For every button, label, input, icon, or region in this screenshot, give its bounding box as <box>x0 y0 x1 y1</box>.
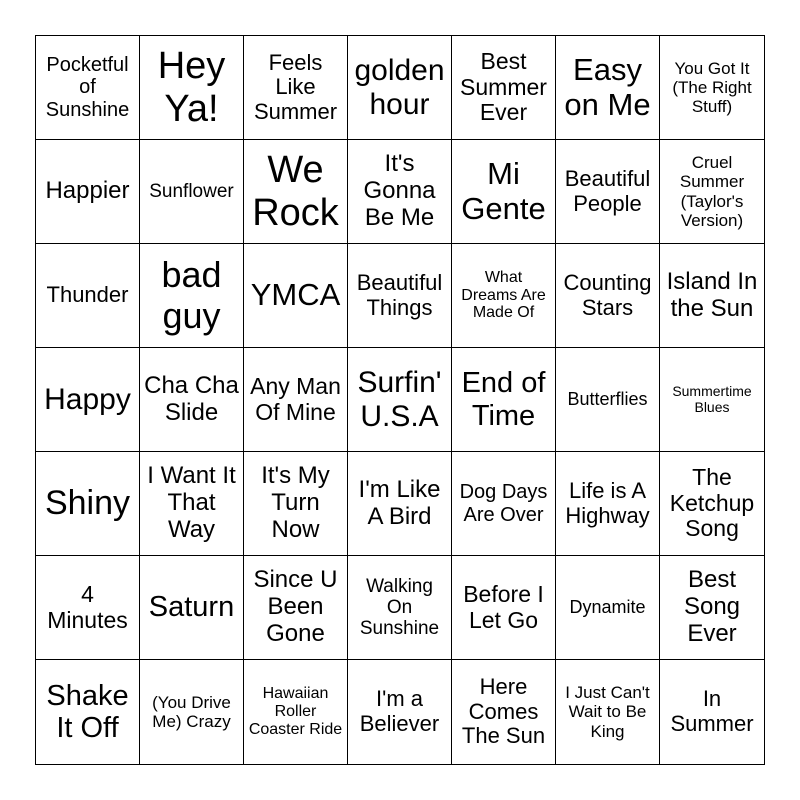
bingo-cell[interactable] <box>244 244 348 348</box>
bingo-cell-label: It's My Turn Now <box>261 462 330 543</box>
bingo-cell-label: Surfin' U.S.A <box>357 365 442 433</box>
bingo-cell-label: Here Comes The Sun <box>461 674 546 749</box>
bingo-cell-label: Any Man Of Mine <box>250 372 341 425</box>
bingo-cell-label: Best Song Ever <box>683 566 741 647</box>
bingo-cell-label: 4 Minutes <box>47 580 128 633</box>
bingo-cell-label: Before I Let Go <box>463 580 544 633</box>
bingo-cell[interactable] <box>556 660 660 764</box>
bingo-cell[interactable] <box>452 244 556 348</box>
bingo-cell-label: I Want It That Way <box>147 462 236 543</box>
bingo-cell-label: Butterflies <box>567 389 648 410</box>
bingo-cell[interactable] <box>140 452 244 556</box>
bingo-cell[interactable] <box>660 348 764 452</box>
bingo-cell-label: Easy on Me <box>564 51 651 122</box>
bingo-cell[interactable] <box>36 36 140 140</box>
bingo-cell[interactable] <box>140 244 244 348</box>
bingo-cell[interactable] <box>140 36 244 140</box>
bingo-cell[interactable] <box>452 140 556 244</box>
bingo-cell[interactable] <box>244 140 348 244</box>
bingo-cell-label: Life is A Highway <box>565 477 650 528</box>
bingo-cell-label: It's Gonna Be Me <box>363 150 436 231</box>
bingo-cell-label: Since U Been Gone <box>253 566 338 647</box>
bingo-cell-label: Hey Ya! <box>157 44 226 130</box>
bingo-cell[interactable] <box>660 556 764 660</box>
bingo-cell[interactable] <box>348 36 452 140</box>
bingo-cell[interactable] <box>556 556 660 660</box>
bingo-cell-label: Hawaiian Roller Coaster Ride <box>248 685 343 738</box>
bingo-cell[interactable] <box>140 140 244 244</box>
bingo-cell[interactable] <box>36 660 140 764</box>
bingo-cell-label: Happier <box>45 177 130 205</box>
bingo-cell-label: End of Time <box>461 367 546 432</box>
bingo-board <box>35 35 765 765</box>
bingo-cell[interactable] <box>244 452 348 556</box>
bingo-cell[interactable] <box>660 36 764 140</box>
bingo-cell-label: bad guy <box>161 254 222 336</box>
bingo-cell-label: I'm Like A Bird <box>358 475 441 530</box>
bingo-cell[interactable] <box>244 660 348 764</box>
bingo-cell-label: Thunder <box>46 282 129 308</box>
bingo-cell-label: Summertime Blues <box>672 382 752 415</box>
bingo-cell[interactable] <box>660 660 764 764</box>
bingo-cell[interactable] <box>348 660 452 764</box>
bingo-cell-label: Dynamite <box>569 597 646 618</box>
bingo-cell[interactable] <box>660 244 764 348</box>
bingo-cell[interactable] <box>244 556 348 660</box>
bingo-cell[interactable] <box>452 660 556 764</box>
bingo-cell[interactable] <box>452 36 556 140</box>
bingo-cell[interactable] <box>660 452 764 556</box>
bingo-cell[interactable] <box>140 348 244 452</box>
bingo-cell-label: We Rock <box>252 148 339 234</box>
bingo-cell-label: Beautiful People <box>564 165 651 216</box>
bingo-cell[interactable] <box>556 36 660 140</box>
bingo-cell[interactable] <box>556 452 660 556</box>
bingo-cell[interactable] <box>36 556 140 660</box>
bingo-cell[interactable] <box>556 348 660 452</box>
bingo-cell[interactable] <box>660 140 764 244</box>
bingo-cell-label: golden hour <box>354 53 445 121</box>
bingo-cell-label: Walking On Sunshine <box>359 575 440 640</box>
bingo-cell[interactable] <box>556 140 660 244</box>
bingo-cell-label: I'm a Believer <box>359 686 440 736</box>
bingo-cell[interactable] <box>36 452 140 556</box>
bingo-cell[interactable] <box>36 244 140 348</box>
bingo-cell-label: I Just Can't Wait to Be King <box>565 683 650 741</box>
bingo-cell-label: Dog Days Are Over <box>459 481 548 526</box>
bingo-cell[interactable] <box>348 348 452 452</box>
bingo-cell-label: Beautiful Things <box>356 269 443 320</box>
bingo-cell-label: Saturn <box>148 591 235 624</box>
bingo-cell-label: Counting Stars <box>563 269 652 320</box>
bingo-cell-label: Cha Cha Slide <box>144 371 239 426</box>
bingo-cell-label: Pocketful of Sunshine <box>45 53 130 121</box>
bingo-cell[interactable] <box>244 36 348 140</box>
bingo-cell-label: (You Drive Me) Crazy <box>152 692 231 731</box>
bingo-cell-label: Sunflower <box>149 180 234 202</box>
bingo-cell-label: Feels Like Summer <box>253 49 338 124</box>
bingo-cell-label: Shiny <box>44 484 131 523</box>
bingo-cell-label: What Dreams Are Made Of <box>461 268 546 322</box>
bingo-cell-label: Mi Gente <box>461 155 546 226</box>
bingo-cell-label: Cruel Summer (Taylor's Version) <box>679 153 745 230</box>
bingo-cell[interactable] <box>140 556 244 660</box>
bingo-cell[interactable] <box>36 140 140 244</box>
bingo-cell[interactable] <box>348 140 452 244</box>
bingo-cell[interactable] <box>452 556 556 660</box>
bingo-cell-label: Shake It Off <box>46 679 129 744</box>
bingo-cell[interactable] <box>348 556 452 660</box>
bingo-cell[interactable] <box>140 660 244 764</box>
bingo-cell[interactable] <box>452 452 556 556</box>
bingo-cell-label: The Ketchup Song <box>669 463 755 542</box>
bingo-cell-label: Best Summer Ever <box>460 47 547 126</box>
bingo-cell[interactable] <box>244 348 348 452</box>
bingo-cell[interactable] <box>348 452 452 556</box>
bingo-cell-label: In Summer <box>670 686 754 736</box>
bingo-cell-label: YMCA <box>250 277 341 313</box>
bingo-cell[interactable] <box>556 244 660 348</box>
bingo-cell[interactable] <box>36 348 140 452</box>
bingo-cell-label: You Got It (The Right Stuff) <box>672 58 752 117</box>
bingo-cell-label: Island In the Sun <box>666 267 758 322</box>
bingo-cell[interactable] <box>452 348 556 452</box>
bingo-cell[interactable] <box>348 244 452 348</box>
bingo-cell-label: Happy <box>44 382 131 416</box>
